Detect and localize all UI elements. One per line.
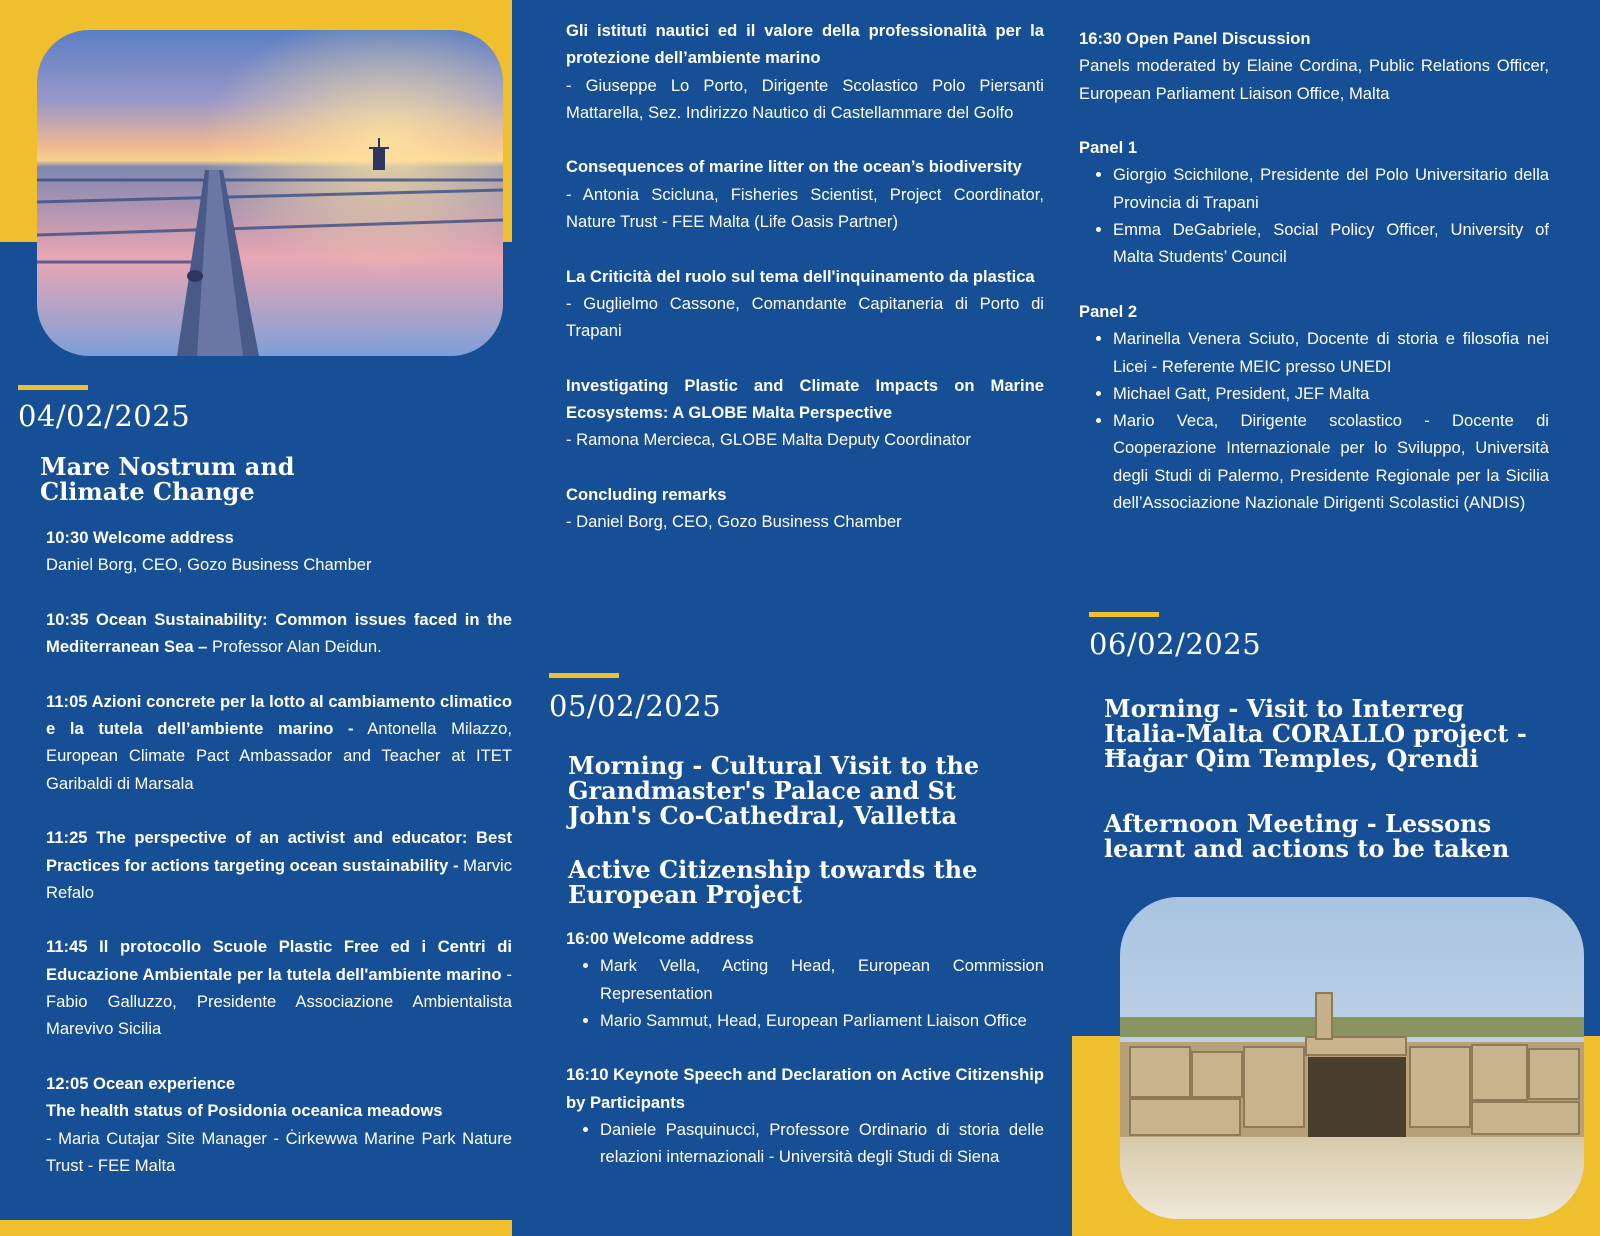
date-rule — [549, 673, 619, 678]
salt-pans-sunset-photo — [37, 30, 503, 356]
yellow-bottom-strip — [0, 1220, 512, 1236]
list-item: • Mark Vella, Acting Head, European Commission Representation — [600, 952, 1044, 1007]
keynote-heading: 16:10 Keynote Speech and Declaration on Active Citizenship by Participants — [566, 1065, 1044, 1112]
panel2-heading: Panel 2 — [1079, 301, 1138, 321]
day3-morning-title: Morning - Visit to Interreg Italia-Malta CORALLO project - Ħaġar Qim Temples, Qrendi — [1104, 694, 1527, 773]
list-item: • Mario Sammut, Head, European Parliament Liaison Office — [600, 1007, 1044, 1034]
panel-day1 — [0, 0, 512, 1236]
discussion-text: Panels moderated by Elaine Cordina, Public Relations Officer, European Parliament Liaison Office, Malta — [1079, 56, 1549, 103]
date-rule — [1089, 612, 1159, 617]
list-item: • Mario Veca, Dirigente scolastico - Docente di Cooperazione Internazionale per lo Sviluppo, Università degli Studi di Palermo, Presidente Regionale per la Sicilia dell’Associazione Nazionale Dirigenti Scolastici (ANDIS) — [1113, 407, 1549, 516]
discussion-heading: 16:30 Open Panel Discussion — [1079, 29, 1311, 48]
keynote-speakers-list — [566, 1116, 1044, 1171]
day1-program — [46, 524, 512, 1179]
program-item: Consequences of marine litter on the ocean’s biodiversity - Antonia Scicluna, Fisheries Scientist, Project Coordinator, Nature Trust - FEE Malta (Life Oasis Partner) — [566, 157, 1044, 232]
program-item: 12:05 Ocean experience The health status of Posidonia oceanica meadows - Maria Cutajar Site Manager - Ċirkewwa Marine Park Nature Trust - FEE Malta — [46, 1073, 512, 1175]
panel1-list — [1079, 161, 1549, 270]
day3-date: 06/02/2025 — [1089, 627, 1262, 661]
panel-day3 — [1072, 0, 1600, 1236]
day1-title: Mare Nostrum and Climate Change — [40, 452, 295, 506]
panel-day2 — [512, 0, 1072, 1236]
col3-program — [1079, 25, 1549, 516]
program-item: 11:05 Azioni concrete per la lotto al cambiamento climatico e la tutela dell’ambiente marino - Antonella Milazzo, European Climate Pact Ambassador and Teacher at ITET Garibaldi di Marsala — [46, 691, 512, 793]
welcome-heading: 16:00 Welcome address — [566, 929, 754, 948]
program-item: Concluding remarks - Daniel Borg, CEO, Gozo Business Chamber — [566, 485, 902, 532]
program-item: 10:35 Ocean Sustainability: Common issues faced in the Mediterranean Sea – Professor Alan Deidun. — [46, 609, 512, 657]
col2-program — [566, 17, 1044, 536]
program-item: 10:30 Welcome address Daniel Borg, CEO, Gozo Business Chamber — [46, 528, 372, 575]
list-item: • Marinella Venera Sciuto, Docente di storia e filosofia nei Licei - Referente MEIC presso UNEDI — [1113, 325, 1549, 380]
day3-afternoon-title: Afternoon Meeting - Lessons learnt and actions to be taken — [1104, 809, 1510, 863]
panel2-list — [1079, 325, 1549, 516]
program-item: 11:45 Il protocollo Scuole Plastic Free ed i Centri di Educazione Ambientale per la tutela dell'ambiente marino - Fabio Galluzzo, Presidente Associazione Ambientalista Marevivo Sicilia — [46, 937, 512, 1039]
welcome-speakers-list — [566, 952, 1044, 1034]
day2-date: 05/02/2025 — [549, 689, 722, 723]
day2-program — [566, 925, 1044, 1171]
list-item: • Emma DeGabriele, Social Policy Officer, University of Malta Students’ Council — [1113, 216, 1549, 271]
list-item: • Michael Gatt, President, JEF Malta — [1113, 380, 1549, 407]
list-item: • Daniele Pasquinucci, Professore Ordinario di storia delle relazioni internazionali - Università degli Studi di Siena — [600, 1116, 1044, 1171]
program-item: Investigating Plastic and Climate Impacts on Marine Ecosystems: A GLOBE Malta Perspective - Ramona Mercieca, GLOBE Malta Deputy Coordinator — [566, 375, 1044, 450]
program-item: La Criticità del ruolo sul tema dell'inquinamento da plastica - Guglielmo Cassone, Comandante Capitaneria di Porto di Trapani — [566, 266, 1044, 341]
date-rule — [18, 385, 88, 390]
day2-afternoon-title: Active Citizenship towards the European Project — [568, 855, 978, 909]
panel1-heading: Panel 1 — [1079, 138, 1138, 158]
day1-date: 04/02/2025 — [18, 399, 191, 433]
list-item: • Giorgio Scichilone, Presidente del Polo Universitario della Provincia di Trapani — [1113, 161, 1549, 216]
hagar-qim-temple-photo — [1120, 897, 1584, 1219]
day2-morning-title: Morning - Cultural Visit to the Grandmaster's Palace and St John's Co-Cathedral, Valletta — [568, 751, 980, 830]
program-item: Gli istituti nautici ed il valore della professionalità per la protezione dell’ambiente marino - Giuseppe Lo Porto, Dirigente Scolastico Polo Piersanti Mattarella, Sez. Indirizzo Nautico di Castellammare del Golfo — [566, 21, 1044, 122]
program-item: 11:25 The perspective of an activist and educator: Best Practices for actions targeting ocean sustainability - Marvic Refalo — [46, 828, 512, 902]
